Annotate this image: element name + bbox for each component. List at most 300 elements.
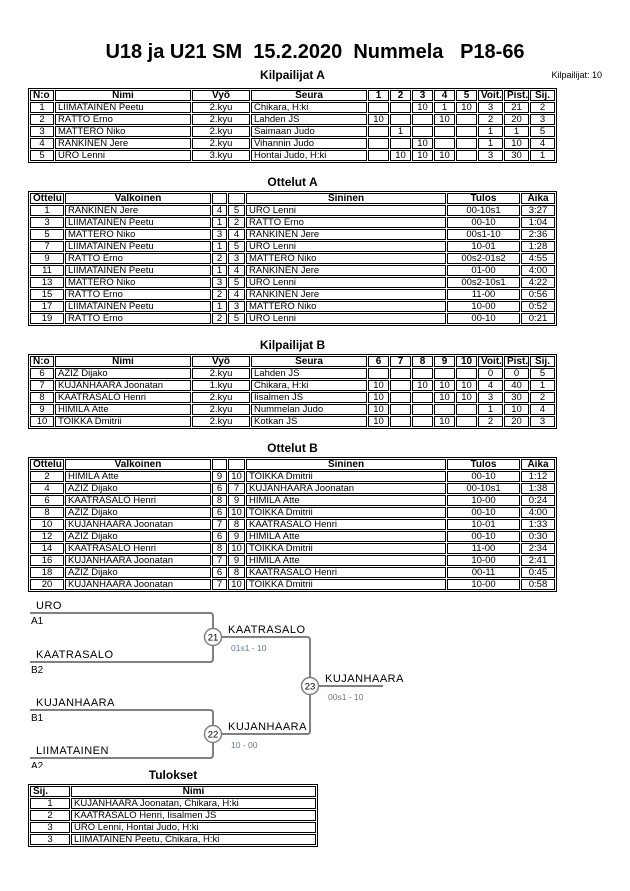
- table-cell: RÄTTÖ Erno: [65, 313, 211, 324]
- table-cell: 4: [30, 138, 54, 149]
- table-row: [30, 150, 555, 161]
- table-cell: 1: [478, 138, 503, 149]
- match-23-badge: [302, 678, 319, 695]
- table-cell: 2.kyu: [192, 404, 250, 415]
- table-cell: 1:33: [521, 519, 555, 530]
- table-cell: 00s2-10s1: [447, 277, 520, 288]
- table-cell: [434, 126, 455, 137]
- table-cell: 1:04: [521, 217, 555, 228]
- table-cell: 21: [504, 102, 529, 113]
- column-header: [228, 193, 245, 204]
- table-row: [30, 289, 555, 300]
- table-row: [30, 798, 316, 809]
- bracket-seed-label: B1: [31, 713, 44, 724]
- table-cell: 10: [228, 579, 245, 590]
- table-cell: 8: [30, 392, 54, 403]
- table-cell: [456, 368, 477, 379]
- table-cell: 2: [30, 114, 54, 125]
- table-row: [30, 392, 555, 403]
- table-cell: KAATRASALO Henri: [246, 567, 446, 578]
- final-score: 00s1 - 10: [328, 692, 364, 702]
- table-cell: 10-01: [447, 519, 520, 530]
- table-cell: 10: [228, 507, 245, 518]
- column-header: Sininen: [246, 459, 446, 470]
- table-cell: RANKINEN Jere: [246, 289, 446, 300]
- table-cell: 3: [478, 150, 503, 161]
- column-header: 6: [368, 356, 389, 367]
- table-cell: 1: [478, 126, 503, 137]
- table-cell: 13: [30, 277, 64, 288]
- column-header: Pist.: [504, 356, 529, 367]
- table-cell: 8: [212, 543, 227, 554]
- table-cell: MATTERO Niko: [246, 301, 446, 312]
- table-cell: 10: [368, 404, 389, 415]
- table-cell: 1: [478, 404, 503, 415]
- table-cell: 00-10: [447, 507, 520, 518]
- table-cell: 1: [30, 798, 70, 809]
- table-cell: 1:12: [521, 471, 555, 482]
- table-cell: 10: [434, 114, 455, 125]
- table-cell: 00-10: [447, 313, 520, 324]
- column-header: 5: [456, 90, 477, 101]
- table-cell: 8: [212, 495, 227, 506]
- table-cell: 8: [228, 567, 245, 578]
- column-header: 9: [434, 356, 455, 367]
- column-header: N:o: [30, 356, 54, 367]
- table-cell: 10: [412, 150, 433, 161]
- table-cell: 5: [30, 150, 54, 161]
- table-cell: 7: [30, 380, 54, 391]
- table-cell: 9: [228, 555, 245, 566]
- table-cell: 0:24: [521, 495, 555, 506]
- table-cell: URO Lenni: [246, 277, 446, 288]
- table-cell: 14: [30, 543, 64, 554]
- table-cell: Chikara, H:ki: [251, 102, 367, 113]
- table-cell: LIIMATAINEN Peetu: [65, 217, 211, 228]
- table-cell: MATTERO Niko: [65, 277, 211, 288]
- table-cell: [390, 368, 411, 379]
- table-cell: 2: [212, 289, 227, 300]
- table-cell: 10: [456, 392, 477, 403]
- table-cell: 20: [504, 114, 529, 125]
- table-cell: 30: [504, 150, 529, 161]
- table-cell: 10: [30, 416, 54, 427]
- table-cell: 10: [504, 404, 529, 415]
- participants-count: Kilpailijat: 10: [551, 70, 602, 80]
- table-cell: 10: [228, 471, 245, 482]
- table-cell: 6: [212, 567, 227, 578]
- table-cell: 2: [530, 102, 555, 113]
- column-header: Sij.: [530, 90, 555, 101]
- table-row: [30, 834, 316, 845]
- column-header: Sininen: [246, 193, 446, 204]
- table-cell: [368, 368, 389, 379]
- table-cell: RANKINEN Jere: [55, 138, 191, 149]
- table-row: [30, 301, 555, 312]
- table-cell: 1.kyu: [192, 380, 250, 391]
- table-cell: 4:00: [521, 507, 555, 518]
- table-cell: 5: [228, 241, 245, 252]
- table-cell: KAATRASALO Henri: [65, 543, 211, 554]
- table-cell: HIMILÄ Atte: [246, 555, 446, 566]
- table-cell: URO Lenni: [55, 150, 191, 161]
- table-cell: Lahden JS: [251, 114, 367, 125]
- table-cell: 1: [212, 241, 227, 252]
- table-cell: 0:58: [521, 579, 555, 590]
- kilpailijat-a-table: [28, 88, 557, 163]
- table-cell: 3: [530, 114, 555, 125]
- heading-kilpailijat-b: Kilpailijat B: [259, 338, 326, 352]
- column-header: 2: [390, 90, 411, 101]
- table-row: [30, 810, 316, 821]
- table-cell: URO Lenni: [246, 205, 446, 216]
- table-cell: [412, 114, 433, 125]
- table-cell: 00s2-01s2: [447, 253, 520, 264]
- column-header: Aika: [521, 459, 555, 470]
- column-header: 1: [368, 90, 389, 101]
- table-cell: 10: [434, 416, 455, 427]
- table-cell: 1:28: [521, 241, 555, 252]
- table-cell: 11: [30, 265, 64, 276]
- table-cell: 40: [504, 380, 529, 391]
- table-cell: 4: [228, 229, 245, 240]
- table-cell: 9: [212, 471, 227, 482]
- table-cell: Kotkan JS: [251, 416, 367, 427]
- table-cell: 19: [30, 313, 64, 324]
- table-cell: 2.kyu: [192, 392, 250, 403]
- bracket-entrant-name: LIIMATAINEN: [36, 745, 109, 757]
- table-row: [30, 380, 555, 391]
- table-cell: 12: [30, 531, 64, 542]
- table-cell: KUJANHAARA Joonatan: [65, 555, 211, 566]
- table-row: [30, 126, 555, 137]
- table-cell: LIIMATAINEN Peetu: [65, 241, 211, 252]
- table-cell: [412, 126, 433, 137]
- table-cell: AZIZ Dijako: [55, 368, 191, 379]
- table-cell: 0:21: [521, 313, 555, 324]
- table-cell: 2: [212, 313, 227, 324]
- table-cell: 3: [530, 416, 555, 427]
- column-header: 7: [390, 356, 411, 367]
- table-cell: 00-10s1: [447, 205, 520, 216]
- table-cell: Iisalmen JS: [251, 392, 367, 403]
- table-cell: [456, 416, 477, 427]
- table-cell: 10-00: [447, 301, 520, 312]
- table-cell: Saimaan Judo: [251, 126, 367, 137]
- table-cell: RANKINEN Jere: [246, 229, 446, 240]
- table-cell: 1: [212, 301, 227, 312]
- table-cell: 11-00: [447, 543, 520, 554]
- table-cell: AZIZ Dijako: [65, 483, 211, 494]
- table-cell: 2.kyu: [192, 114, 250, 125]
- heading-ottelut-a: Ottelut A: [267, 175, 318, 189]
- table-cell: [390, 138, 411, 149]
- table-cell: 20: [30, 579, 64, 590]
- table-cell: 3: [30, 126, 54, 137]
- table-cell: LIIMATAINEN Peetu: [55, 102, 191, 113]
- table-cell: [390, 416, 411, 427]
- table-cell: 2.kyu: [192, 102, 250, 113]
- table-cell: [368, 150, 389, 161]
- table-row: [30, 404, 555, 415]
- column-header: Vyö: [192, 90, 250, 101]
- table-row: [30, 495, 555, 506]
- match-22-badge: [205, 726, 222, 743]
- table-cell: [434, 368, 455, 379]
- table-cell: RÄTTÖ Erno: [55, 114, 191, 125]
- column-header: Voit.: [478, 90, 503, 101]
- column-header: N:o: [30, 90, 54, 101]
- table-cell: 00s1-10: [447, 229, 520, 240]
- table-cell: [456, 138, 477, 149]
- table-cell: 1: [504, 126, 529, 137]
- table-cell: 4: [228, 265, 245, 276]
- table-cell: KUJANHAARA Joonatan: [55, 380, 191, 391]
- table-row: [30, 579, 555, 590]
- table-cell: TOIKKA Dmitrii: [246, 579, 446, 590]
- column-header: Ottelu: [30, 193, 64, 204]
- table-cell: 10: [456, 102, 477, 113]
- table-cell: 2: [478, 114, 503, 125]
- bracket-entrant-name: URO: [36, 600, 62, 612]
- table-cell: 10: [412, 138, 433, 149]
- table-cell: URO Lenni: [246, 241, 446, 252]
- column-header: 10: [456, 356, 477, 367]
- column-header: Nimi: [71, 786, 316, 797]
- table-cell: 10: [368, 416, 389, 427]
- table-cell: 0:45: [521, 567, 555, 578]
- table-cell: [412, 368, 433, 379]
- table-cell: 00-10: [447, 531, 520, 542]
- table-row: [30, 483, 555, 494]
- table-cell: AZIZ Dijako: [65, 507, 211, 518]
- table-cell: 2:34: [521, 543, 555, 554]
- table-cell: RÄTTÖ Erno: [246, 217, 446, 228]
- table-cell: [412, 392, 433, 403]
- column-header: Pist.: [504, 90, 529, 101]
- table-row: [30, 416, 555, 427]
- column-header: Tulos: [447, 193, 520, 204]
- table-cell: [368, 138, 389, 149]
- table-cell: [390, 380, 411, 391]
- table-cell: 7: [212, 555, 227, 566]
- table-cell: 7: [30, 241, 64, 252]
- table-cell: TOIKKA Dmitrii: [246, 471, 446, 482]
- table-cell: 18: [30, 567, 64, 578]
- table-row: [30, 531, 555, 542]
- table-cell: 0:52: [521, 301, 555, 312]
- table-cell: [368, 102, 389, 113]
- table-cell: KUJANHAARA Joonatan: [65, 579, 211, 590]
- table-row: [30, 229, 555, 240]
- table-cell: TOIKKA Dmitrii: [246, 507, 446, 518]
- table-cell: 1: [390, 126, 411, 137]
- bracket-seed-label: A2: [31, 761, 44, 768]
- table-cell: 2: [30, 810, 70, 821]
- table-cell: 1: [30, 102, 54, 113]
- table-cell: 01-00: [447, 265, 520, 276]
- semifinal2-score: 10 - 00: [231, 740, 258, 750]
- table-cell: 9: [228, 531, 245, 542]
- table-cell: KAATRASALO Henri: [246, 519, 446, 530]
- ottelut-a-table: [28, 191, 557, 326]
- table-cell: [456, 404, 477, 415]
- table-cell: LIIMATAINEN Peetu: [65, 301, 211, 312]
- table-cell: 3: [30, 834, 70, 845]
- table-cell: [456, 114, 477, 125]
- table-cell: 3: [478, 392, 503, 403]
- table-cell: 1: [434, 102, 455, 113]
- column-header: Ottelu: [30, 459, 64, 470]
- table-cell: 10-00: [447, 555, 520, 566]
- table-header-row: [30, 193, 555, 204]
- table-cell: 2.kyu: [192, 368, 250, 379]
- heading-kilpailijat-a: Kilpailijat A: [260, 68, 325, 82]
- table-cell: 8: [30, 507, 64, 518]
- table-cell: 7: [212, 579, 227, 590]
- bracket-entrant-name: KUJANHAARA: [36, 697, 115, 709]
- table-cell: 6: [30, 495, 64, 506]
- table-cell: Chikara, H:ki: [251, 380, 367, 391]
- bracket-diagram: [28, 596, 588, 768]
- table-cell: KUJANHAARA Joonatan: [65, 519, 211, 530]
- match-number: 21: [207, 632, 219, 644]
- table-row: [30, 507, 555, 518]
- table-cell: 11-00: [447, 289, 520, 300]
- table-cell: 30: [504, 392, 529, 403]
- table-cell: 3: [30, 217, 64, 228]
- column-header: Seura: [251, 90, 367, 101]
- table-cell: 16: [30, 555, 64, 566]
- table-cell: 1: [530, 150, 555, 161]
- column-header: 8: [412, 356, 433, 367]
- table-cell: 1: [212, 217, 227, 228]
- ottelut-b-table: [28, 457, 557, 592]
- table-row: [30, 277, 555, 288]
- table-cell: URO Lenni, Hontai Judo, H:ki: [71, 822, 316, 833]
- table-cell: 5: [228, 313, 245, 324]
- table-cell: 2.kyu: [192, 126, 250, 137]
- table-row: [30, 822, 316, 833]
- table-cell: RANKINEN Jere: [65, 205, 211, 216]
- kilpailijat-b-table: [28, 354, 557, 429]
- table-cell: 5: [228, 205, 245, 216]
- table-cell: LIIMATAINEN Peetu: [65, 265, 211, 276]
- table-cell: 10: [368, 392, 389, 403]
- table-cell: [390, 114, 411, 125]
- table-row: [30, 519, 555, 530]
- table-cell: TOIKKA Dmitrii: [246, 543, 446, 554]
- table-cell: [412, 404, 433, 415]
- table-cell: 3: [478, 102, 503, 113]
- column-header: 3: [412, 90, 433, 101]
- table-cell: Lahden JS: [251, 368, 367, 379]
- table-cell: MATTERO Niko: [246, 253, 446, 264]
- page-title: U18 ja U21 SM 15.2.2020 Nummela P18-66: [105, 41, 525, 63]
- column-header: Seura: [251, 356, 367, 367]
- table-cell: 9: [30, 404, 54, 415]
- table-cell: 10: [434, 392, 455, 403]
- table-row: [30, 313, 555, 324]
- table-cell: 00-11: [447, 567, 520, 578]
- table-cell: 2: [30, 471, 64, 482]
- table-cell: [390, 404, 411, 415]
- tulokset-table: [28, 784, 318, 847]
- table-cell: [412, 416, 433, 427]
- table-cell: [456, 150, 477, 161]
- table-cell: 6: [212, 531, 227, 542]
- final-winner-name: KUJANHAARA: [325, 673, 404, 685]
- table-header-row: [30, 90, 555, 101]
- table-cell: 9: [228, 495, 245, 506]
- table-row: [30, 102, 555, 113]
- table-cell: Hontai Judo, H:ki: [251, 150, 367, 161]
- table-cell: RÄTTÖ Erno: [65, 253, 211, 264]
- table-row: [30, 253, 555, 264]
- match-21-badge: [205, 629, 222, 646]
- table-cell: 8: [228, 519, 245, 530]
- table-cell: 5: [530, 368, 555, 379]
- table-cell: 3: [228, 301, 245, 312]
- column-header: Nimi: [55, 356, 191, 367]
- column-header: [228, 459, 245, 470]
- table-cell: 1: [530, 380, 555, 391]
- table-cell: 4:22: [521, 277, 555, 288]
- table-cell: 00-10: [447, 471, 520, 482]
- table-cell: 20: [504, 416, 529, 427]
- table-cell: HIMILÄ Atte: [246, 531, 446, 542]
- table-cell: 1: [30, 205, 64, 216]
- table-cell: 2: [530, 392, 555, 403]
- column-header: Valkoinen: [65, 459, 211, 470]
- table-cell: 00-10s1: [447, 483, 520, 494]
- table-row: [30, 471, 555, 482]
- semifinal1-winner-name: KAATRASALO: [228, 624, 306, 636]
- table-cell: HIMILÄ Atte: [55, 404, 191, 415]
- table-cell: 9: [30, 253, 64, 264]
- table-cell: 4: [478, 380, 503, 391]
- table-header-row: [30, 356, 555, 367]
- table-cell: 3.kyu: [192, 150, 250, 161]
- table-cell: 4: [212, 205, 227, 216]
- table-cell: 3: [30, 822, 70, 833]
- medal-bracket: [28, 596, 588, 768]
- table-cell: 1:38: [521, 483, 555, 494]
- table-cell: RANKINEN Jere: [246, 265, 446, 276]
- table-cell: 2:41: [521, 555, 555, 566]
- table-cell: Nummelan Judo: [251, 404, 367, 415]
- table-cell: HIMILÄ Atte: [246, 495, 446, 506]
- table-cell: 10-01: [447, 241, 520, 252]
- table-cell: 0: [478, 368, 503, 379]
- table-cell: 3:27: [521, 205, 555, 216]
- table-cell: [456, 126, 477, 137]
- table-cell: [434, 404, 455, 415]
- table-cell: 17: [30, 301, 64, 312]
- table-cell: 10: [412, 102, 433, 113]
- table-cell: 2: [228, 217, 245, 228]
- match-number: 23: [304, 681, 316, 693]
- table-cell: 2: [212, 253, 227, 264]
- table-row: [30, 114, 555, 125]
- table-cell: KAATRASALO Henri: [65, 495, 211, 506]
- bracket-seed-label: A1: [31, 616, 44, 627]
- table-cell: LIIMATAINEN Peetu, Chikara, H:ki: [71, 834, 316, 845]
- table-row: [30, 543, 555, 554]
- table-cell: 10: [456, 380, 477, 391]
- table-cell: 10: [434, 380, 455, 391]
- table-cell: 3: [228, 253, 245, 264]
